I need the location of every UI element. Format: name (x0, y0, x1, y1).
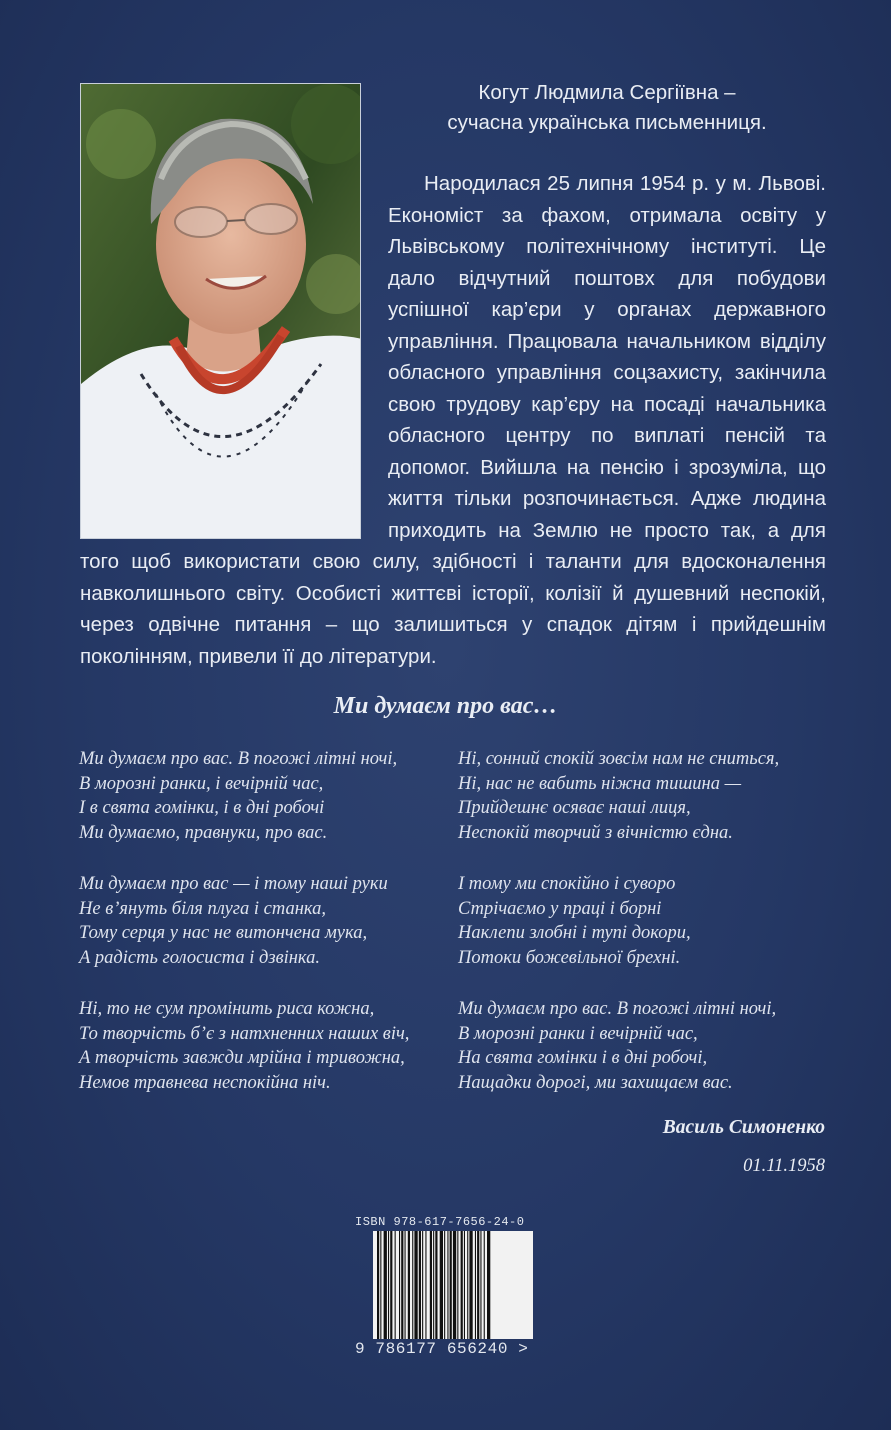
barcode-bar (469, 1231, 472, 1339)
poem-date: 01.11.1958 (743, 1156, 825, 1176)
poem-line: В морозні ранки і вечірній час, (458, 1023, 698, 1044)
poem-line: Нащадки дорогі, ми захищаєм вас. (458, 1072, 733, 1093)
poem-line: Ми думаємо, правнуки, про вас. (79, 822, 328, 843)
barcode-bars (373, 1231, 533, 1339)
poem-stanza-right-2 (458, 872, 691, 970)
isbn-barcode (355, 1215, 545, 1360)
barcode-bar (388, 1231, 389, 1339)
barcode-bar (401, 1231, 403, 1339)
barcode-bar (435, 1231, 437, 1339)
barcode-bar (384, 1231, 387, 1339)
barcode-bar (440, 1231, 443, 1339)
barcode-bar (444, 1231, 445, 1339)
barcode-bar (399, 1231, 400, 1339)
poem-line: Ні, то не сум промінить риса кожна, (79, 999, 375, 1019)
author-intro (388, 78, 826, 138)
poem-line: Стрічаємо у праці і борні (458, 898, 662, 919)
poem-stanza-left-2 (79, 872, 388, 970)
poem-line: Немов травнева неспокійна ніч. (79, 1072, 331, 1093)
poem-line: А радість голосиста і дзвінка. (79, 947, 320, 968)
barcode-bar (395, 1231, 396, 1339)
poem-line: Ми думаєм про вас. В погожі літні ночі, (79, 749, 398, 769)
poem-author: Василь Симоненко (662, 1117, 825, 1138)
barcode-bar (447, 1231, 448, 1339)
poem-line: Прийдешнє осяває наші лиця, (458, 798, 691, 818)
poem-line: То творчість б’є з натхненних наших віч, (79, 1023, 410, 1044)
barcode-bar (477, 1231, 479, 1339)
author-description-line: сучасна українська письменниця. (447, 111, 767, 134)
barcode-bar (390, 1231, 392, 1339)
poem-line: Наклепи злобні і тупі докори, (458, 923, 691, 943)
barcode-bar (377, 1231, 379, 1339)
poem-line: Ми думаєм про вас. В погожі літні ночі, (458, 999, 777, 1019)
barcode-bar (457, 1231, 458, 1339)
poem-stanza-left-3 (79, 997, 409, 1095)
barcode-bar (380, 1231, 381, 1339)
poem-line: І в свята гомінки, і в дні робочі (79, 798, 325, 818)
poem-line: Ми думаєм про вас — і тому наші руки (79, 874, 388, 894)
poem-line: І тому ми спокійно і суворо (458, 874, 676, 894)
barcode-bar (464, 1231, 465, 1339)
barcode-bar (408, 1231, 410, 1339)
poem-line: Тому серця у нас не витончена мука, (79, 923, 368, 943)
author-name-line: Когут Людмила Сергіївна – (478, 81, 736, 104)
biography-text: Народилася 25 липня 1954 р. у м. Львові. Економіст за фахом, отримала освіту у Львівському політехнічному інституті. Це дало відчутний поштовх для побудови успішної кар’єри у органах державного управління. Працювала начальником відділу обласного управління соцзахисту, закінчила свою трудову кар’єру на посаді начальника обласного центру по виплаті пенсій та допомог. Вийшла на пенсію і зрозуміла, що життя тільки розпочинається. Адже людина приходить на Землю не просто так, а для того щоб використати свою силу, здібності і таланти для вдосконалення навколишнього світу. Особисті життєві історії, колізії й душевний неспокій, через одвічне питання – що залишиться у спадок дітям і прийдешнім поколінням, привели її до літератури. (80, 172, 826, 668)
barcode-bar (405, 1231, 406, 1339)
barcode-bar (484, 1231, 485, 1339)
barcode-bar (461, 1231, 463, 1339)
barcode-bar (453, 1231, 456, 1339)
isbn-label: ISBN 978-617-7656-24-0 (355, 1215, 525, 1229)
barcode-bar (430, 1231, 432, 1339)
barcode-bar (422, 1231, 423, 1339)
barcode-digits: 9 786177 656240 > (355, 1340, 529, 1358)
barcode-bar (433, 1231, 434, 1339)
barcode-bar (467, 1231, 468, 1339)
barcode-bar (480, 1231, 481, 1339)
poem-line: На свята гомінки і в дні робочі, (458, 1048, 708, 1068)
barcode-bar (487, 1231, 490, 1339)
poem-line: В морозні ранки, і вечірній час, (79, 773, 324, 794)
barcode-bar (419, 1231, 421, 1339)
poem-stanza-right-3 (458, 997, 776, 1095)
poem-stanza-left-1 (79, 747, 397, 845)
barcode-bar (450, 1231, 452, 1339)
poem-line: Не в’януть біля плуга і станка, (79, 898, 326, 919)
poem-line: Ні, нас не вабить ніжна тишина — (458, 773, 742, 794)
poem-line: Ні, сонний спокій зовсім нам не сниться, (458, 749, 780, 769)
barcode-bar (425, 1231, 426, 1339)
barcode-bar (475, 1231, 476, 1339)
barcode-bar (412, 1231, 413, 1339)
poem-line: А творчість завжди мрійна і тривожна, (79, 1048, 405, 1068)
barcode-bar (414, 1231, 417, 1339)
poem-stanza-right-1 (458, 747, 779, 845)
poem-line: Потоки божевільної брехні. (458, 947, 681, 968)
author-biography (80, 168, 826, 672)
poem-line: Неспокій творчий з вічністю єдна. (458, 822, 733, 843)
poem-title: Ми думаєм про вас… (333, 693, 558, 719)
